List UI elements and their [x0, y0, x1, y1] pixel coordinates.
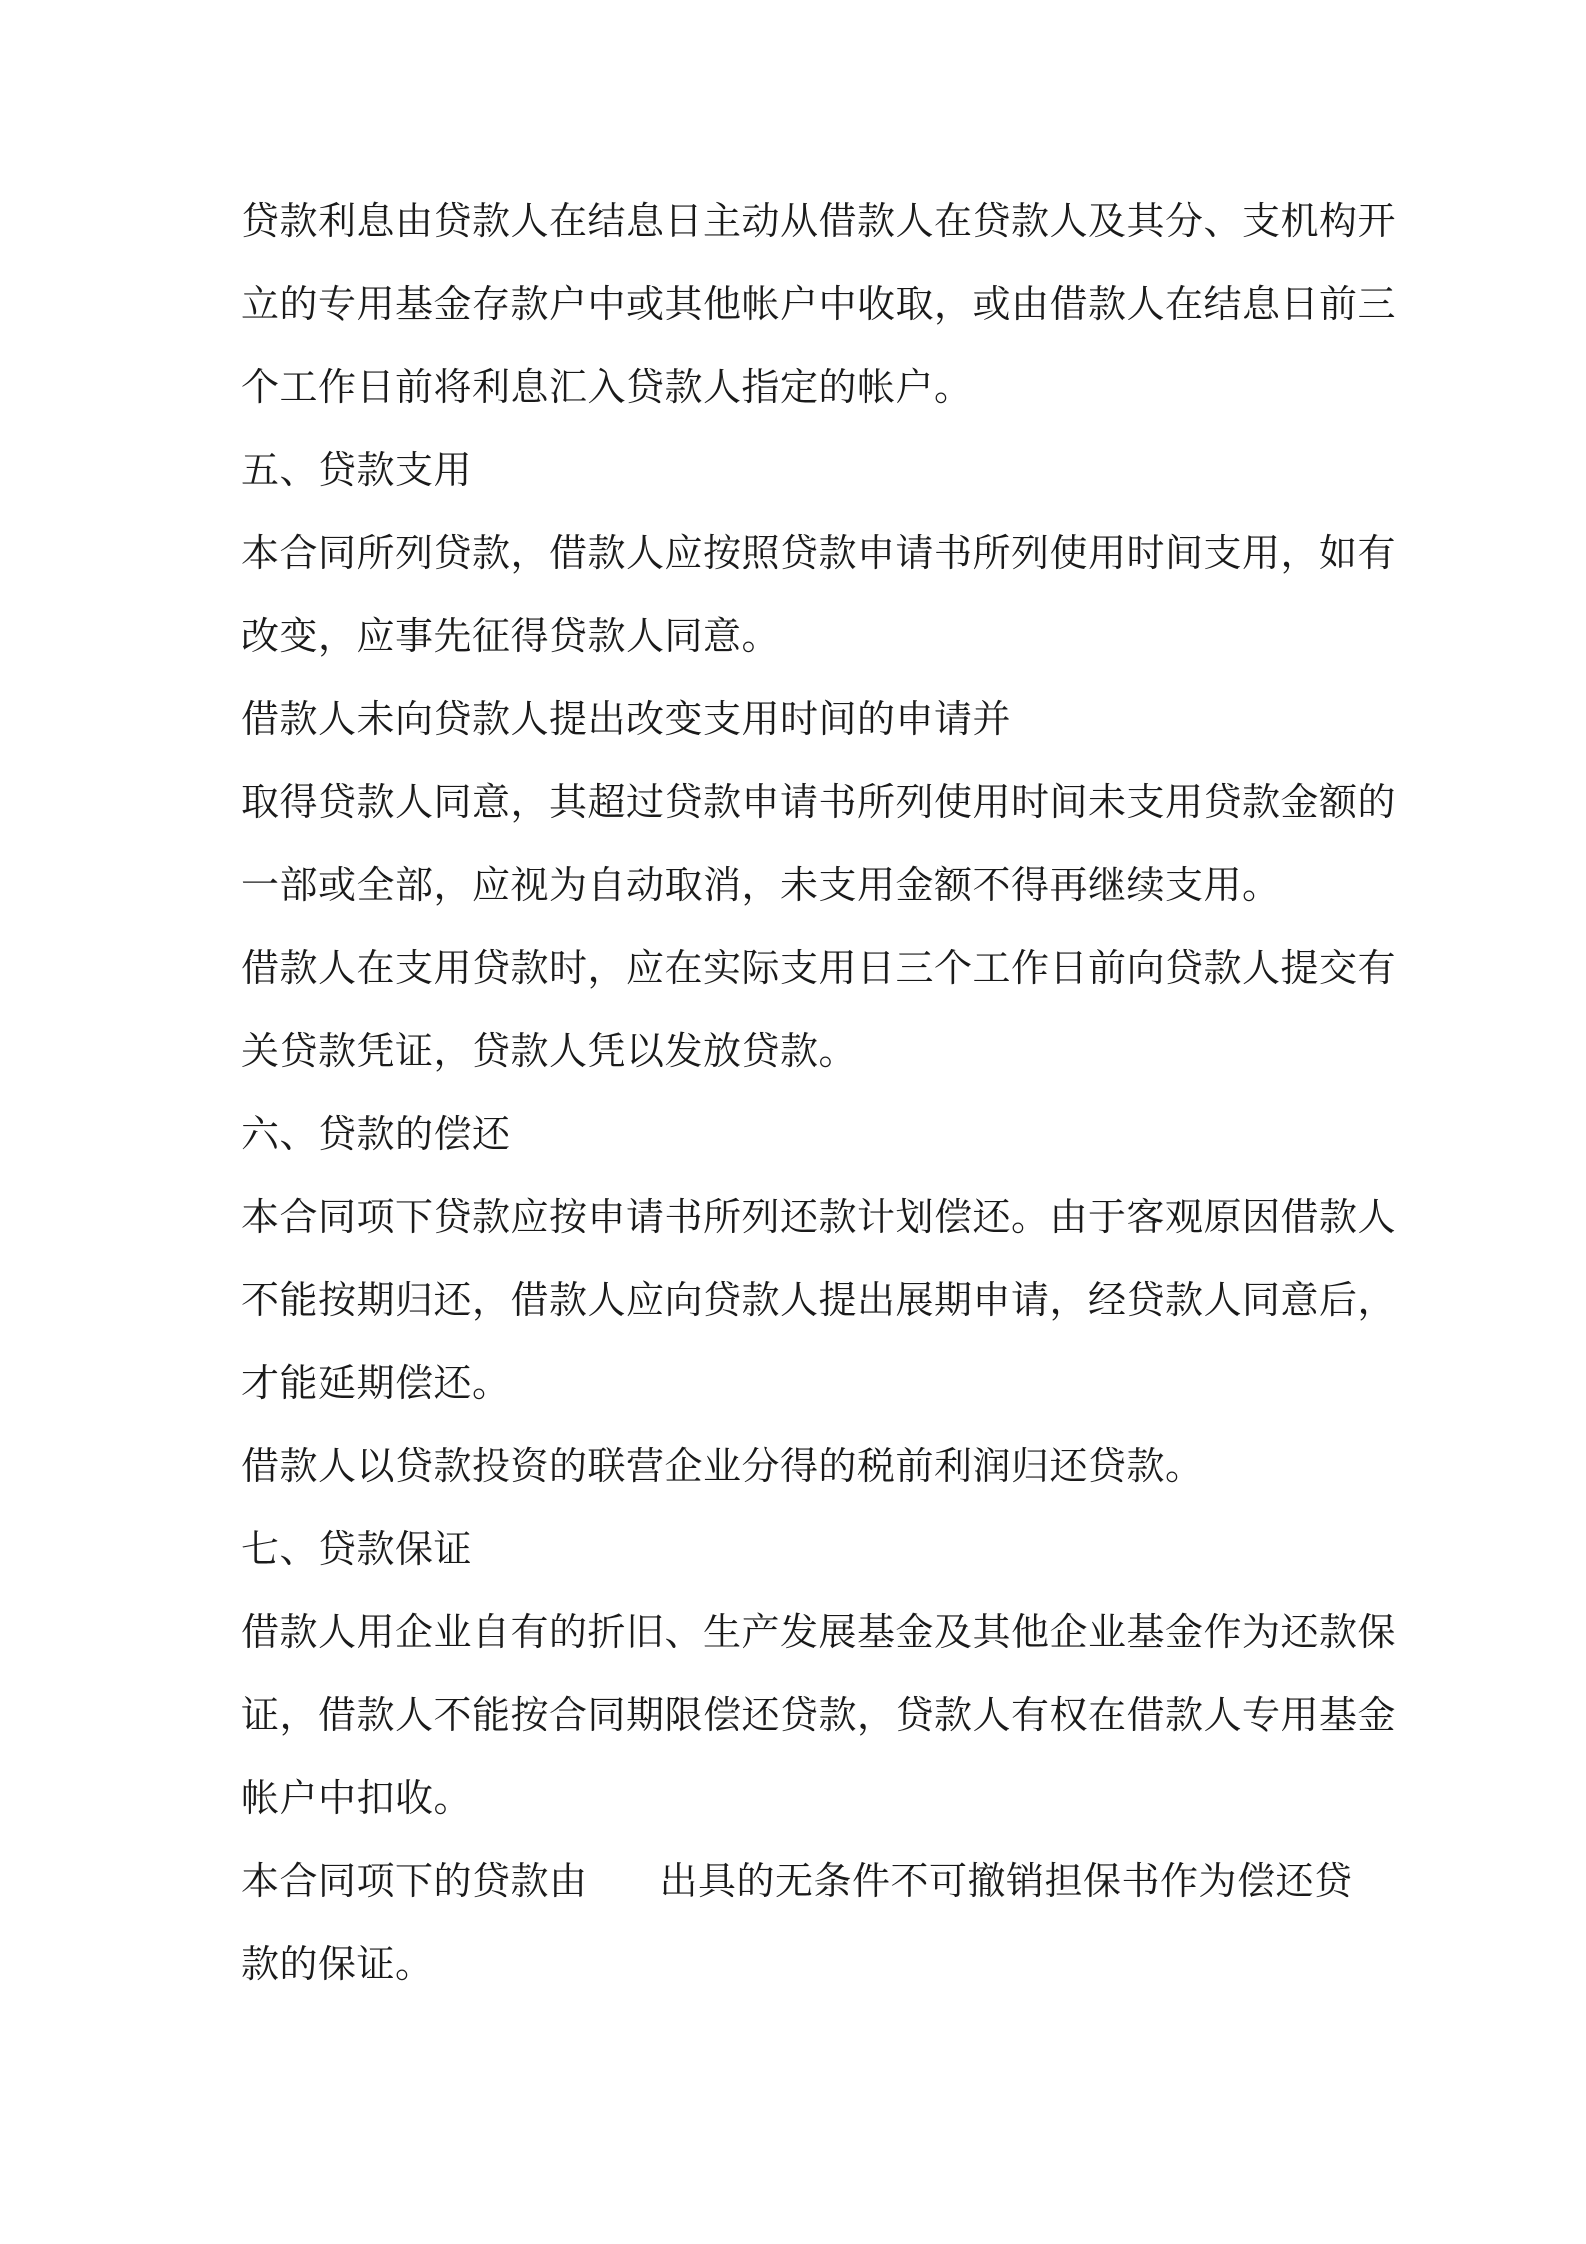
- section-heading-6: 六、贷款的偿还: [241, 1112, 511, 1156]
- section-heading-7: 七、贷款保证: [241, 1527, 473, 1571]
- paragraph-line: 贷款利息由贷款人在结息日主动从借款人在贷款人及其分、支机构开: [241, 199, 1397, 243]
- paragraph-line: 一部或全部，应视为自动取消，未支用金额不得再继续支用。: [241, 863, 1281, 907]
- paragraph-line: 借款人用企业自有的折旧、生产发展基金及其他企业基金作为还款保: [241, 1610, 1397, 1654]
- section-heading-5: 五、贷款支用: [241, 448, 473, 492]
- paragraph-line: 款的保证。: [241, 1942, 434, 1986]
- paragraph-line: 本合同所列贷款，借款人应按照贷款申请书所列使用时间支用，如有: [241, 531, 1397, 575]
- document-body: [241, 198, 1397, 2024]
- paragraph-line: 借款人在支用贷款时，应在实际支用日三个工作日前向贷款人提交有: [241, 946, 1397, 990]
- paragraph-line: 立的专用基金存款户中或其他帐户中收取，或由借款人在结息日前三: [241, 282, 1397, 326]
- paragraph-line: 取得贷款人同意，其超过贷款申请书所列使用时间未支用贷款金额的: [241, 780, 1397, 824]
- paragraph-line: 证，借款人不能按合同期限偿还贷款，贷款人有权在借款人专用基金: [241, 1693, 1397, 1737]
- paragraph-line: 个工作日前将利息汇入贷款人指定的帐户。: [241, 365, 973, 409]
- guarantee-line: [241, 1858, 1357, 1904]
- paragraph-line: 借款人以贷款投资的联营企业分得的税前利润归还贷款。: [241, 1444, 1204, 1488]
- paragraph-line: 改变，应事先征得贷款人同意。: [241, 614, 781, 658]
- guarantee-text-after-blank: 出具的无条件不可撤销担保书作为偿还贷: [659, 1859, 1353, 1903]
- paragraph-line: 本合同项下贷款应按申请书所列还款计划偿还。由于客观原因借款人: [241, 1195, 1397, 1239]
- paragraph-line: 帐户中扣收。: [241, 1776, 473, 1820]
- paragraph-line: 不能按期归还，借款人应向贷款人提出展期申请，经贷款人同意后，: [241, 1278, 1397, 1322]
- paragraph-line: 关贷款凭证，贷款人凭以发放贷款。: [241, 1029, 858, 1073]
- paragraph-line: 才能延期偿还。: [241, 1361, 511, 1405]
- guarantee-text-before-blank: 本合同项下的贷款由: [241, 1859, 588, 1903]
- paragraph-line: 借款人未向贷款人提出改变支用时间的申请并: [241, 697, 1012, 741]
